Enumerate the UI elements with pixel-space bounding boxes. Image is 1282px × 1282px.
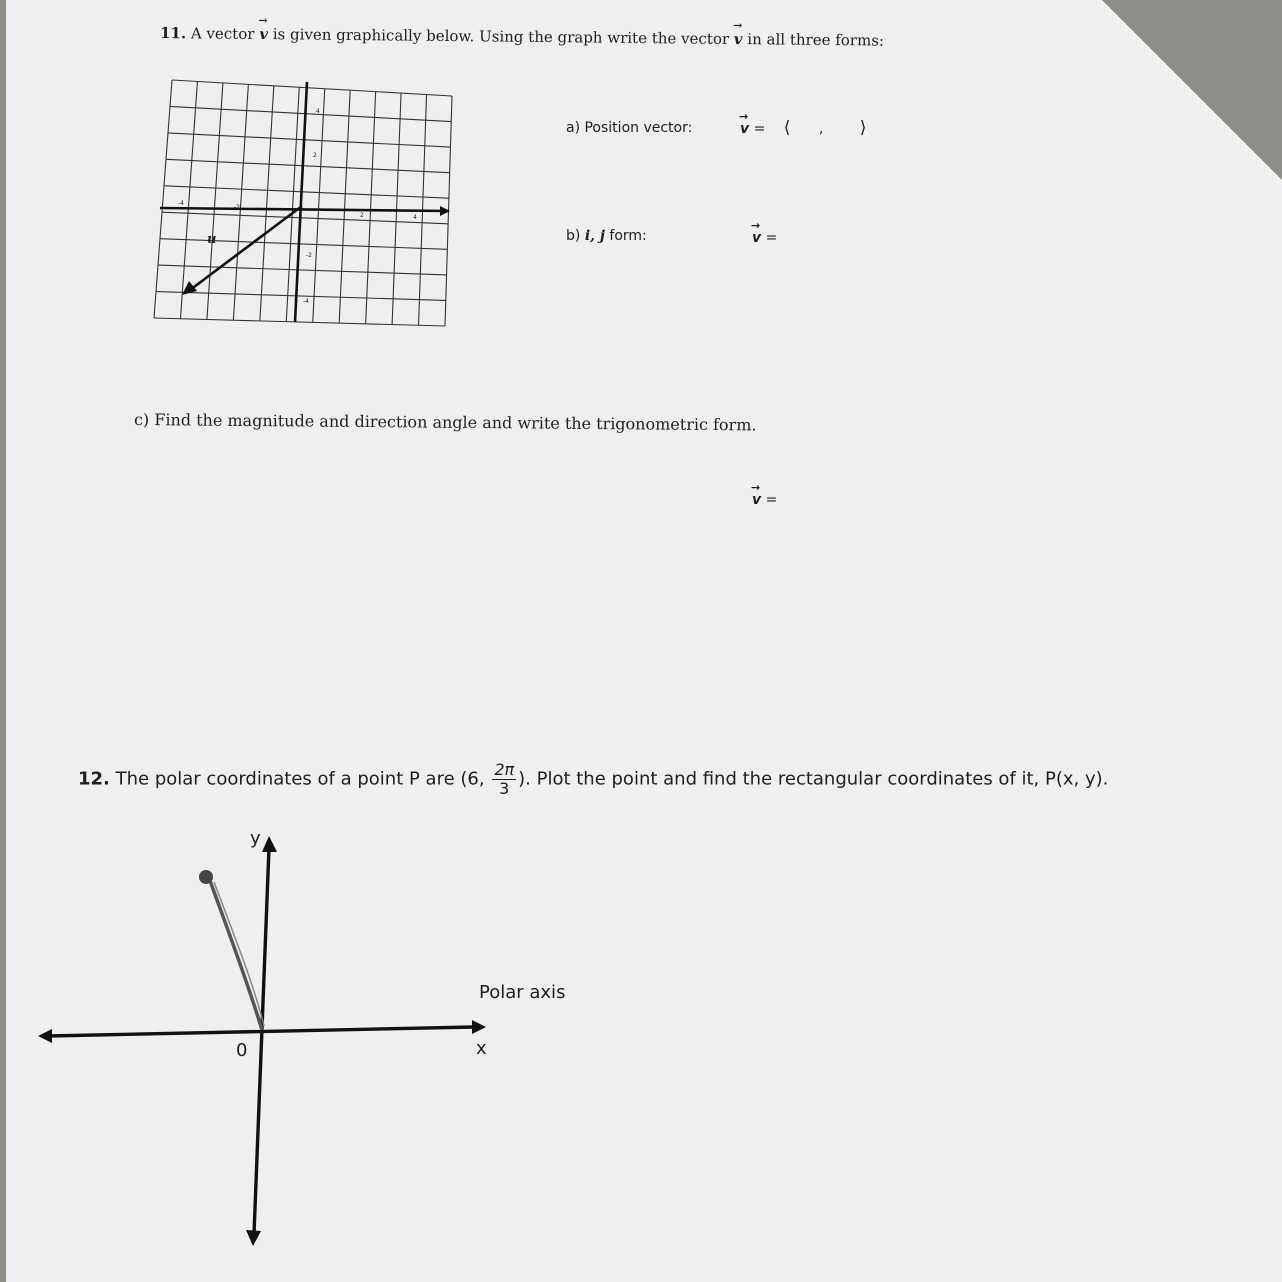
tick-label-x-neg2: -2	[234, 204, 240, 211]
polar-axis-left-arrowhead	[38, 1029, 52, 1043]
vector-v-symbol: → v	[734, 30, 743, 48]
problem-12-text-before: The polar coordinates of a point P are (6,	[115, 768, 485, 790]
vector-v-symbol: → v	[740, 121, 749, 137]
part-a-close-bracket: ⟩	[859, 118, 867, 138]
x-axis-label: x	[476, 1038, 487, 1059]
pencil-ray-shading	[214, 882, 264, 1026]
polar-axis-label: Polar axis	[479, 982, 566, 1003]
polar-axis-right-arrowhead	[472, 1020, 486, 1034]
tick-label-x-2: 2	[360, 212, 364, 219]
vector-v-symbol: → v	[259, 25, 268, 43]
tick-label-x-4: 4	[413, 214, 417, 221]
part-b-ij: i, j	[584, 228, 605, 244]
y-axis-down-arrowhead	[246, 1230, 261, 1246]
part-b-prefix: b)	[566, 228, 581, 244]
part-c-label: c) Find the magnitude and direction angle and write the trigonometric form.	[133, 410, 757, 435]
origin-label: 0	[236, 1040, 248, 1061]
part-b-equals: =	[765, 230, 778, 246]
polar-vertical-axis	[254, 848, 269, 1234]
part-a-comma: ,	[818, 121, 824, 137]
problem-12-text-after: ). Plot the point and find the rectangular coordinates of it, P(x, y).	[518, 768, 1109, 790]
part-a-equals: =	[753, 121, 766, 137]
angle-fraction-numerator: 2π	[494, 760, 515, 779]
tick-label-y-neg2: -2	[306, 252, 312, 259]
part-a-open-bracket: ⟨	[783, 118, 791, 138]
y-axis-up-arrowhead	[262, 836, 277, 852]
problem-11-prompt-b: is given graphically below. Using the graph write the vector	[272, 25, 730, 48]
y-axis-label: y	[250, 828, 261, 849]
problem-11-number: 11.	[159, 24, 187, 43]
tick-label-y-4: 4	[316, 108, 320, 115]
problem-11-prompt-a: A vector	[190, 24, 255, 43]
problem-11-prompt-c: in all three forms:	[747, 30, 885, 50]
part-b-suffix: form:	[609, 228, 647, 244]
tick-label-x-neg4: -4	[178, 200, 184, 207]
tick-label-y-2: 2	[313, 152, 317, 159]
pencil-ray-to-point	[209, 878, 262, 1030]
vector-u-label: u	[207, 232, 217, 247]
plotted-point-p	[199, 870, 213, 884]
angle-fraction-denominator: 3	[499, 779, 510, 798]
problem-12-number: 12.	[78, 768, 110, 790]
tick-label-y-neg4: -4	[303, 298, 309, 305]
vector-v-symbol: → v	[752, 492, 761, 508]
part-c-equals: =	[765, 492, 778, 508]
part-a-label: a) Position vector:	[566, 120, 693, 136]
vector-v-symbol: → v	[752, 230, 761, 246]
